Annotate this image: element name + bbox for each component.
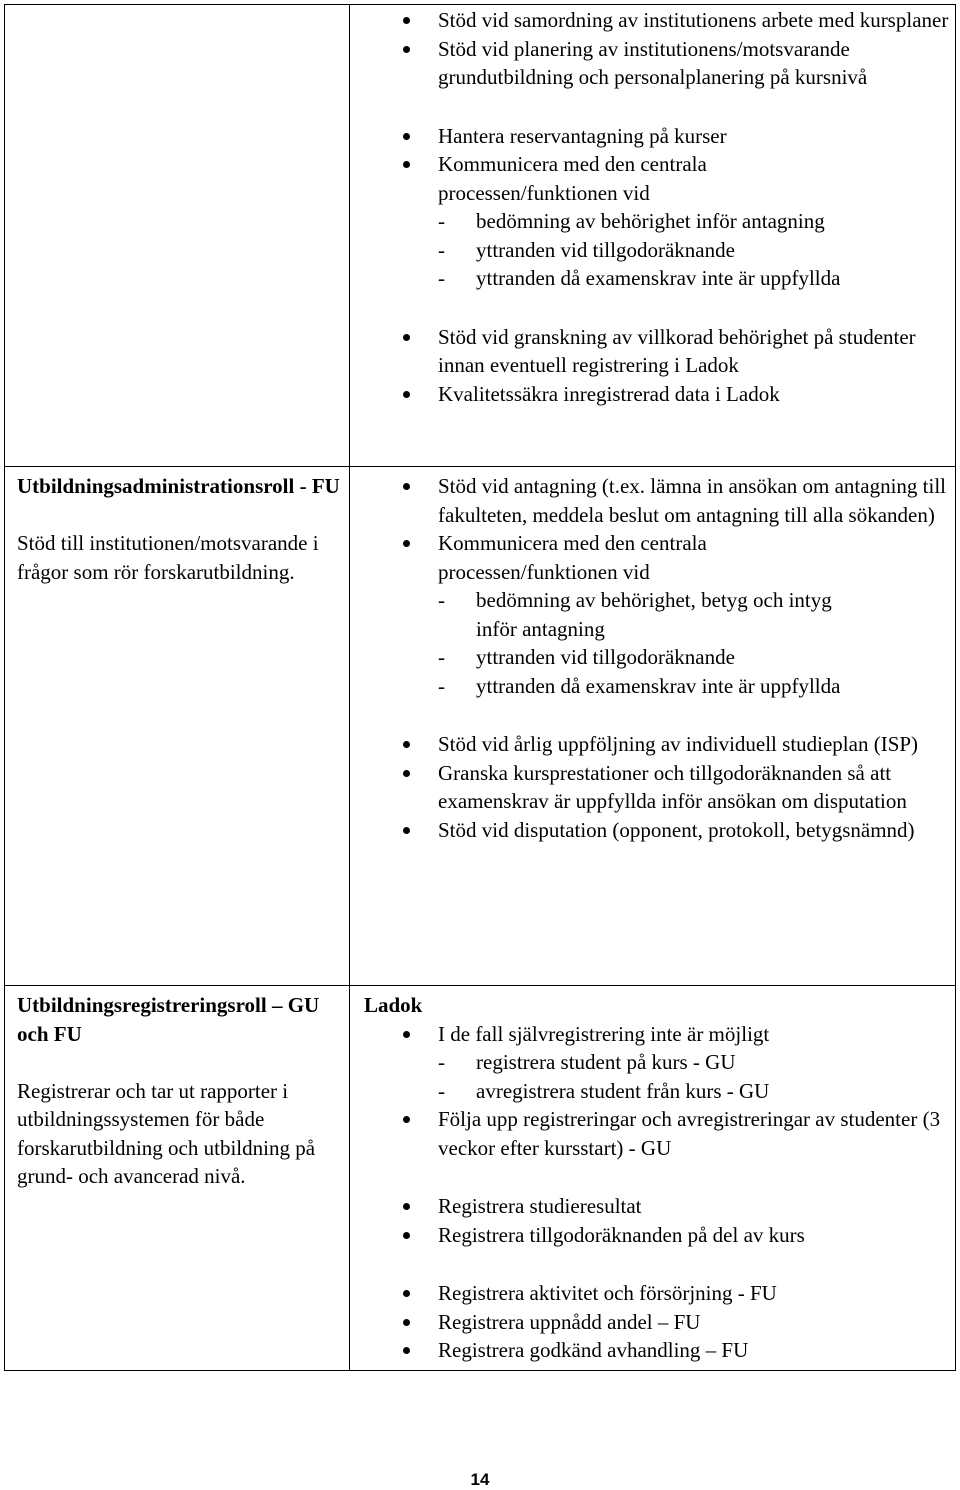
task-item: Kommunicera med den centrala processen/funktionen vid [364, 150, 818, 207]
task-group [364, 1192, 950, 1249]
task-item: Registrera studieresultat [364, 1192, 950, 1221]
dash-mark: - [438, 1050, 445, 1074]
task-item: Stöd vid disputation (opponent, protokoll, betygsnämnd) [364, 816, 950, 845]
task-group [364, 730, 950, 844]
sub-task-item [364, 1077, 950, 1106]
role-description: Registrerar och tar ut rapporter i utbildningssystemen för både forskarutbildning och utbildning på grund- och avancerad nivå. [17, 1078, 316, 1188]
sub-task-item [364, 586, 866, 643]
sub-task-text: yttranden vid tillgodoräknande [476, 645, 735, 669]
task-item: Registrera uppnådd andel – FU [364, 1308, 950, 1337]
column-divider [349, 4, 350, 1371]
sub-task-item [364, 207, 950, 236]
task-group [364, 1020, 950, 1163]
sub-task-text: bedömning av behörighet inför antagning [476, 209, 825, 233]
page-number: 14 [470, 1470, 490, 1489]
task-item: Stöd vid granskning av villkorad behörighet på studenter innan eventuell registrering i Ladok [364, 323, 950, 380]
task-item: Stöd vid årlig uppföljning av individuell studieplan (ISP) [364, 730, 950, 759]
task-item: Registrera godkänd avhandling – FU [364, 1336, 950, 1365]
task-group [364, 1279, 950, 1365]
task-group [364, 323, 950, 409]
sub-task-item [364, 264, 950, 293]
dash-mark: - [438, 237, 445, 262]
row3-tasks [364, 991, 950, 1365]
task-group [364, 122, 950, 293]
task-item: Följa upp registreringar och avregistreringar av studenter (3 veckor efter kursstart) - GU [364, 1105, 950, 1162]
sub-task-text: registrera student på kurs - GU [476, 1050, 736, 1074]
row1-tasks [364, 6, 950, 408]
sub-task-text: avregistrera student från kurs - GU [476, 1078, 770, 1103]
task-group [364, 6, 950, 92]
task-item: Stöd vid planering av institutionens/motsvarande grundutbildning och personalplanering på kursnivå [364, 35, 950, 92]
row2-role [17, 472, 343, 586]
sub-task-item [364, 1048, 950, 1077]
role-description: Stöd till institutionen/motsvarande i frågor som rör forskarutbildning. [17, 531, 319, 584]
sub-task-item [364, 236, 950, 265]
dash-mark: - [438, 209, 445, 233]
dash-mark: - [438, 1078, 445, 1103]
task-group [364, 472, 950, 700]
system-heading: Ladok [364, 993, 423, 1017]
task-item: Kvalitetssäkra inregistrerad data i Ladok [364, 380, 950, 409]
sub-task-item [364, 672, 950, 701]
role-title: Utbildningsadministrationsroll - FU [17, 474, 340, 498]
row2-tasks [364, 472, 950, 844]
dash-mark: - [438, 645, 445, 669]
task-item: Stöd vid samordning av institutionens arbete med kursplaner [364, 6, 950, 35]
task-item: Registrera aktivitet och försörjning - FU [364, 1279, 950, 1308]
task-item: Stöd vid antagning (t.ex. lämna in ansökan om antagning till fakulteten, meddela beslut om antagning till alla sökanden) [364, 472, 950, 529]
role-title: Utbildningsregistreringsroll – GU och FU [17, 993, 320, 1046]
sub-task-item [364, 643, 950, 672]
dash-mark: - [438, 588, 445, 612]
row-divider-2 [4, 985, 956, 986]
dash-mark: - [438, 266, 445, 290]
task-item: Hantera reservantagning på kurser [364, 122, 950, 151]
task-item: Kommunicera med den centrala processen/funktionen vid [364, 529, 818, 586]
task-item: I de fall självregistrering inte är möjligt [364, 1020, 950, 1049]
sub-task-text: yttranden då examenskrav inte är uppfyllda [476, 673, 841, 698]
row-divider-1 [4, 466, 956, 467]
sub-task-text: yttranden då examenskrav inte är uppfyllda [476, 266, 841, 290]
dash-mark: - [438, 673, 445, 698]
task-item: Registrera tillgodoräknanden på del av kurs [364, 1221, 950, 1250]
row3-role [17, 991, 343, 1191]
sub-task-text: bedömning av behörighet, betyg och intyg inför antagning [476, 588, 832, 641]
task-item: Granska kursprestationer och tillgodoräknanden så att examenskrav är uppfyllda inför ansökan om disputation [364, 759, 950, 816]
sub-task-text: yttranden vid tillgodoräknande [476, 237, 735, 262]
